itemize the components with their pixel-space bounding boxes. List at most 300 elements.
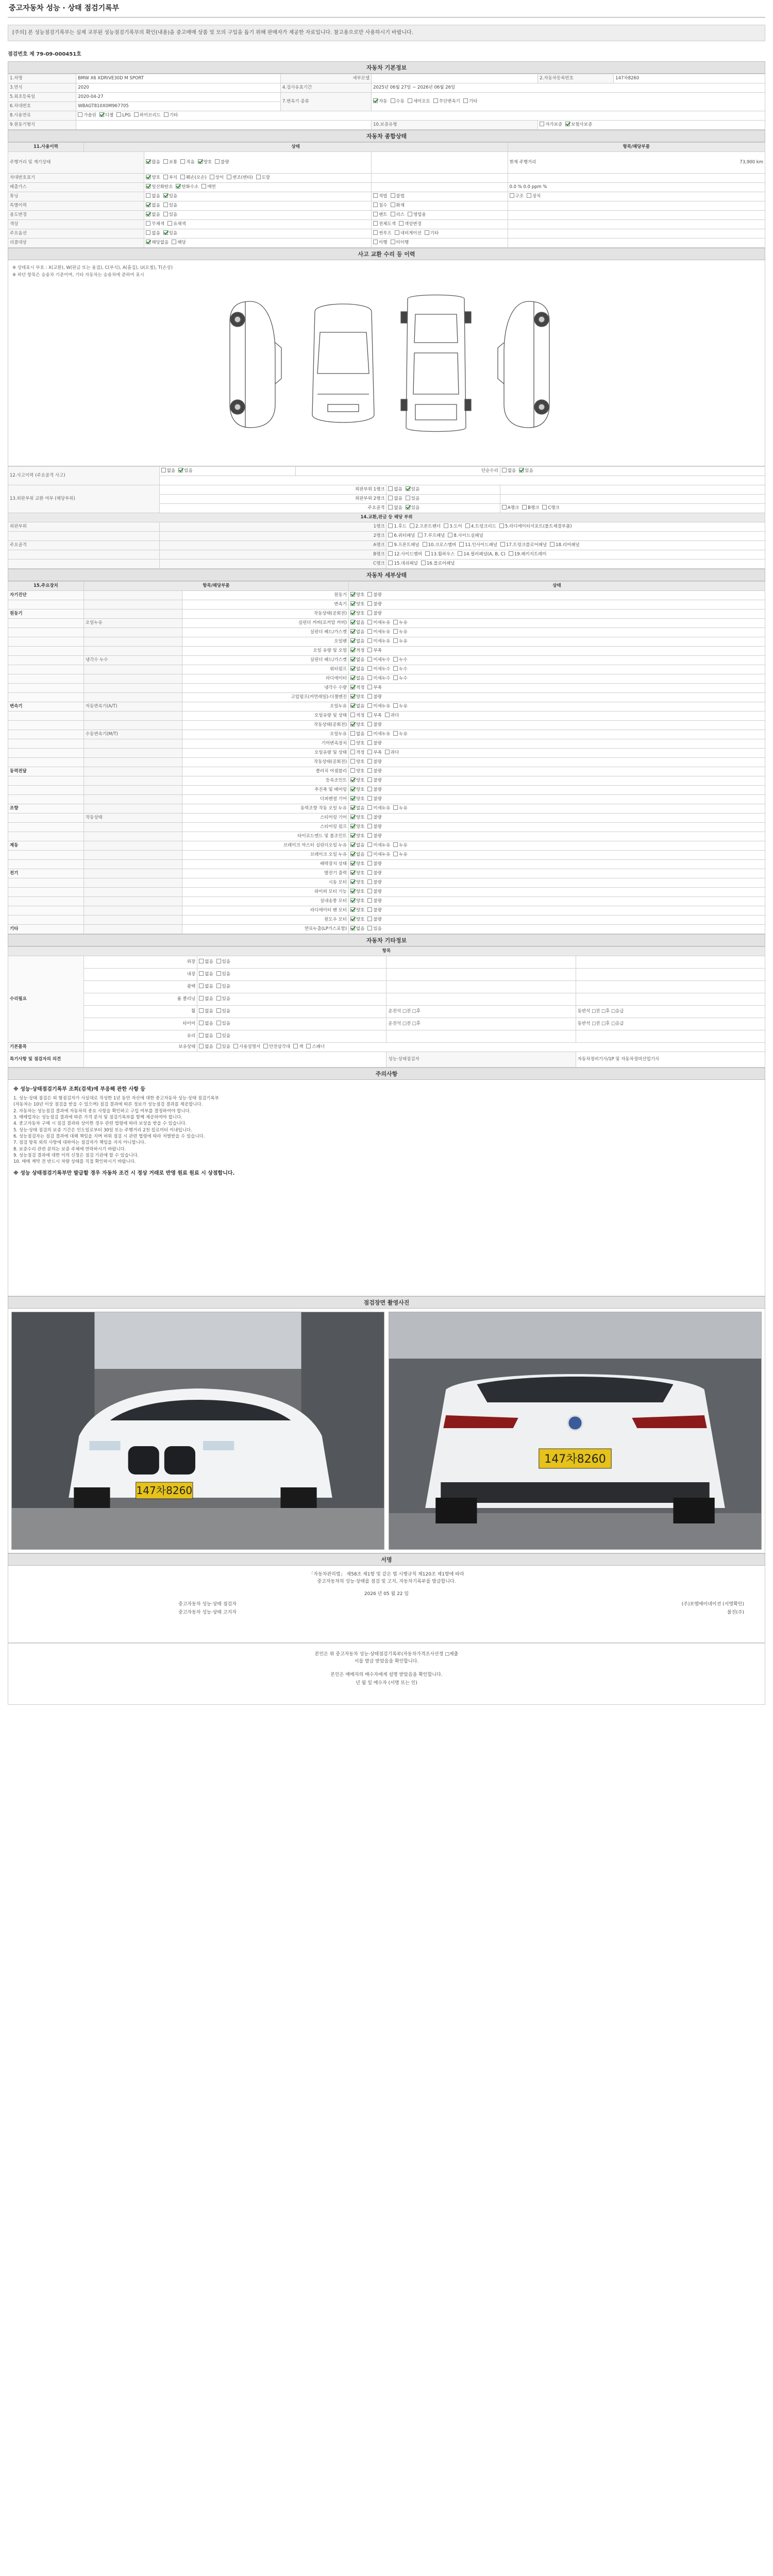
checkbox-option[interactable] [163,230,177,236]
checkbox-box[interactable] [393,703,398,708]
checkbox-option[interactable] [367,768,381,774]
checkbox-box[interactable] [367,601,372,606]
checkbox-box[interactable] [199,984,204,988]
checkbox-box[interactable] [367,805,372,810]
checkbox-box[interactable] [263,1044,268,1048]
checkbox-option[interactable] [216,1044,230,1050]
checkbox-option[interactable] [406,486,419,493]
checkbox-option[interactable] [198,159,212,165]
checkbox-option[interactable] [367,833,381,839]
checkbox-box[interactable] [393,805,398,810]
checkbox-box[interactable] [406,486,410,491]
checkbox-box[interactable] [367,675,372,680]
checkbox-option[interactable] [350,824,364,830]
checkbox-option[interactable] [263,1044,290,1050]
checkbox-option[interactable] [388,533,415,539]
checkbox-option[interactable] [367,629,390,635]
checkbox-option[interactable] [367,898,381,904]
checkbox-option[interactable] [502,468,516,474]
checkbox-option[interactable] [373,221,396,227]
checkbox-option[interactable] [502,505,519,511]
checkbox-option[interactable] [393,805,407,811]
checkbox-box[interactable] [163,159,168,164]
checkbox-option[interactable] [373,193,387,199]
checkbox-option[interactable] [373,202,387,209]
checkbox-option[interactable] [367,796,381,802]
checkbox-box[interactable] [421,561,426,565]
checkbox-box[interactable] [391,202,395,207]
checkbox-option[interactable] [199,971,213,977]
checkbox-option[interactable] [146,159,160,165]
checkbox-box[interactable] [350,722,355,726]
checkbox-option[interactable] [367,722,381,728]
checkbox-option[interactable] [199,984,213,990]
checkbox-box[interactable] [393,657,398,662]
checkbox-box[interactable] [215,159,220,164]
checkbox-box[interactable] [350,898,355,903]
checkbox-box[interactable] [350,675,355,680]
checkbox-option[interactable] [393,675,407,682]
checkbox-option[interactable] [367,777,381,784]
checkbox-box[interactable] [367,694,372,699]
checkbox-option[interactable] [391,240,409,246]
checkbox-option[interactable] [367,694,381,700]
checkbox-option[interactable] [542,505,559,511]
checkbox-option[interactable] [199,1008,213,1014]
checkbox-box[interactable] [350,907,355,912]
checkbox-option[interactable] [540,122,562,128]
checkbox-option[interactable] [216,959,230,965]
checkbox-box[interactable] [373,240,378,244]
checkbox-box[interactable] [163,230,168,235]
checkbox-option[interactable] [393,666,407,672]
checkbox-box[interactable] [550,542,554,547]
checkbox-box[interactable] [367,833,372,838]
checkbox-box[interactable] [367,777,372,782]
checkbox-option[interactable] [565,122,592,128]
checkbox-option[interactable] [78,112,96,118]
checkbox-box[interactable] [367,917,372,921]
checkbox-option[interactable] [216,996,230,1002]
checkbox-box[interactable] [510,193,514,198]
checkbox-box[interactable] [367,703,372,708]
checkbox-option[interactable] [522,505,539,511]
checkbox-box[interactable] [180,175,185,179]
checkbox-option[interactable] [146,193,160,199]
checkbox-box[interactable] [367,889,372,893]
checkbox-box[interactable] [146,212,150,216]
checkbox-box[interactable] [227,175,231,179]
checkbox-box[interactable] [199,971,204,976]
checkbox-box[interactable] [540,122,544,126]
checkbox-option[interactable] [388,561,417,567]
checkbox-box[interactable] [373,202,378,207]
checkbox-box[interactable] [350,796,355,801]
checkbox-option[interactable] [350,638,364,645]
checkbox-box[interactable] [463,98,468,103]
checkbox-option[interactable] [227,175,253,181]
checkbox-box[interactable] [418,533,423,537]
checkbox-option[interactable] [199,1021,213,1027]
checkbox-box[interactable] [502,468,507,472]
checkbox-box[interactable] [350,879,355,884]
checkbox-option[interactable] [146,240,169,246]
checkbox-box[interactable] [350,629,355,634]
checkbox-box[interactable] [373,212,378,216]
checkbox-option[interactable] [164,112,178,118]
checkbox-option[interactable] [210,175,224,181]
checkbox-option[interactable] [444,523,462,530]
checkbox-option[interactable] [216,984,230,990]
checkbox-box[interactable] [393,842,398,847]
checkbox-box[interactable] [350,648,355,652]
checkbox-box[interactable] [367,592,372,597]
checkbox-option[interactable] [350,759,364,765]
checkbox-option[interactable] [167,221,186,227]
checkbox-box[interactable] [367,731,372,736]
checkbox-box[interactable] [350,740,355,745]
checkbox-box[interactable] [199,1021,204,1025]
checkbox-option[interactable] [350,805,364,811]
checkbox-box[interactable] [393,666,398,671]
checkbox-option[interactable] [350,722,364,728]
checkbox-box[interactable] [448,533,452,537]
checkbox-box[interactable] [350,842,355,847]
checkbox-box[interactable] [350,703,355,708]
checkbox-option[interactable] [350,842,364,849]
checkbox-box[interactable] [367,879,372,884]
checkbox-option[interactable] [367,601,381,607]
checkbox-option[interactable] [367,648,381,654]
checkbox-option[interactable] [199,996,213,1002]
checkbox-option[interactable] [146,184,173,190]
checkbox-option[interactable] [393,703,407,709]
checkbox-option[interactable] [367,731,390,737]
checkbox-option[interactable] [350,870,364,876]
checkbox-option[interactable] [163,202,177,209]
checkbox-option[interactable] [350,750,364,756]
checkbox-option[interactable] [399,221,422,227]
checkbox-box[interactable] [350,685,355,689]
checkbox-option[interactable] [199,1044,213,1050]
checkbox-box[interactable] [425,230,429,235]
checkbox-option[interactable] [350,833,364,839]
checkbox-box[interactable] [367,685,372,689]
checkbox-option[interactable] [393,842,407,849]
checkbox-box[interactable] [367,638,372,643]
checkbox-box[interactable] [373,98,378,103]
checkbox-option[interactable] [146,230,160,236]
checkbox-box[interactable] [522,505,527,510]
checkbox-option[interactable] [395,230,422,236]
checkbox-option[interactable] [116,112,130,118]
checkbox-option[interactable] [433,98,460,105]
checkbox-option[interactable] [199,959,213,965]
checkbox-box[interactable] [216,1033,221,1038]
checkbox-option[interactable] [465,523,496,530]
checkbox-option[interactable] [393,852,407,858]
checkbox-box[interactable] [199,959,204,963]
checkbox-option[interactable] [367,675,390,682]
checkbox-option[interactable] [367,805,390,811]
checkbox-option[interactable] [406,505,419,511]
checkbox-option[interactable] [458,551,505,557]
checkbox-box[interactable] [367,768,372,773]
checkbox-box[interactable] [146,193,150,198]
checkbox-option[interactable] [388,551,422,557]
checkbox-option[interactable] [215,159,229,165]
checkbox-option[interactable] [519,468,533,474]
checkbox-box[interactable] [178,468,183,472]
checkbox-box[interactable] [388,533,393,537]
checkbox-option[interactable] [350,703,364,709]
checkbox-option[interactable] [373,98,387,105]
checkbox-option[interactable] [216,971,230,977]
checkbox-box[interactable] [367,666,372,671]
checkbox-option[interactable] [350,620,364,626]
checkbox-box[interactable] [216,971,221,976]
checkbox-box[interactable] [388,542,393,547]
checkbox-option[interactable] [163,175,177,181]
checkbox-box[interactable] [367,842,372,847]
checkbox-box[interactable] [367,852,372,856]
checkbox-box[interactable] [164,112,169,117]
checkbox-box[interactable] [391,240,395,244]
checkbox-option[interactable] [406,496,419,502]
checkbox-box[interactable] [408,98,412,103]
checkbox-option[interactable] [350,592,364,598]
checkbox-box[interactable] [385,750,390,754]
checkbox-box[interactable] [161,468,166,472]
checkbox-box[interactable] [388,523,393,528]
checkbox-option[interactable] [367,703,390,709]
checkbox-option[interactable] [350,889,364,895]
checkbox-box[interactable] [373,230,378,235]
checkbox-option[interactable] [373,230,392,236]
checkbox-option[interactable] [350,815,364,821]
checkbox-option[interactable] [367,750,381,756]
checkbox-box[interactable] [146,159,150,164]
checkbox-box[interactable] [116,112,121,117]
checkbox-box[interactable] [367,787,372,791]
checkbox-box[interactable] [367,657,372,662]
checkbox-option[interactable] [391,212,405,218]
checkbox-box[interactable] [527,193,531,198]
checkbox-option[interactable] [388,542,419,548]
checkbox-option[interactable] [385,713,399,719]
checkbox-box[interactable] [350,917,355,921]
checkbox-option[interactable] [350,657,364,663]
checkbox-box[interactable] [350,638,355,643]
checkbox-box[interactable] [444,523,448,528]
checkbox-box[interactable] [350,759,355,764]
checkbox-box[interactable] [393,620,398,624]
checkbox-option[interactable] [350,926,364,932]
checkbox-box[interactable] [176,184,180,189]
checkbox-box[interactable] [350,592,355,597]
checkbox-option[interactable] [350,731,364,737]
checkbox-box[interactable] [350,694,355,699]
checkbox-box[interactable] [350,824,355,828]
checkbox-box[interactable] [391,98,395,103]
checkbox-box[interactable] [201,184,206,189]
checkbox-box[interactable] [78,112,82,117]
checkbox-option[interactable] [459,542,497,548]
checkbox-box[interactable] [134,112,139,117]
checkbox-box[interactable] [433,98,438,103]
checkbox-box[interactable] [199,1008,204,1013]
checkbox-option[interactable] [367,713,381,719]
checkbox-box[interactable] [256,175,261,179]
checkbox-box[interactable] [425,551,430,556]
checkbox-box[interactable] [199,996,204,1001]
checkbox-option[interactable] [388,523,407,530]
checkbox-option[interactable] [393,731,407,737]
checkbox-box[interactable] [367,870,372,875]
checkbox-option[interactable] [367,685,381,691]
checkbox-option[interactable] [367,666,390,672]
checkbox-option[interactable] [180,175,206,181]
checkbox-option[interactable] [393,629,407,635]
checkbox-option[interactable] [448,533,483,539]
checkbox-option[interactable] [350,740,364,747]
checkbox-option[interactable] [172,240,186,246]
checkbox-box[interactable] [388,505,393,510]
checkbox-box[interactable] [350,777,355,782]
checkbox-box[interactable] [502,505,507,510]
checkbox-box[interactable] [373,221,378,226]
checkbox-option[interactable] [367,852,390,858]
checkbox-box[interactable] [367,620,372,624]
checkbox-box[interactable] [199,1033,204,1038]
checkbox-box[interactable] [367,713,372,717]
checkbox-box[interactable] [410,523,414,528]
checkbox-option[interactable] [391,98,405,105]
checkbox-option[interactable] [463,98,477,105]
checkbox-box[interactable] [565,122,570,126]
checkbox-box[interactable] [350,666,355,671]
checkbox-box[interactable] [393,629,398,634]
checkbox-box[interactable] [163,202,168,207]
checkbox-option[interactable] [199,1033,213,1039]
checkbox-box[interactable] [180,159,185,164]
checkbox-box[interactable] [499,523,504,528]
checkbox-box[interactable] [293,1044,298,1048]
checkbox-box[interactable] [367,824,372,828]
checkbox-box[interactable] [388,496,393,500]
checkbox-box[interactable] [163,175,168,179]
checkbox-option[interactable] [350,611,364,617]
checkbox-option[interactable] [350,879,364,886]
checkbox-option[interactable] [350,694,364,700]
checkbox-box[interactable] [458,551,462,556]
checkbox-box[interactable] [385,713,390,717]
checkbox-box[interactable] [167,221,172,226]
checkbox-box[interactable] [350,852,355,856]
checkbox-box[interactable] [350,805,355,810]
checkbox-option[interactable] [178,468,192,474]
checkbox-box[interactable] [367,926,372,930]
checkbox-option[interactable] [388,505,402,511]
checkbox-box[interactable] [367,796,372,801]
checkbox-box[interactable] [395,230,399,235]
checkbox-box[interactable] [408,212,412,216]
checkbox-box[interactable] [367,907,372,912]
checkbox-option[interactable] [367,759,381,765]
checkbox-option[interactable] [393,620,407,626]
checkbox-box[interactable] [350,620,355,624]
checkbox-box[interactable] [423,542,427,547]
checkbox-box[interactable] [509,551,513,556]
checkbox-box[interactable] [406,505,410,510]
checkbox-option[interactable] [367,870,381,876]
checkbox-option[interactable] [216,1008,230,1014]
checkbox-box[interactable] [388,561,393,565]
checkbox-option[interactable] [367,638,390,645]
checkbox-option[interactable] [161,468,175,474]
checkbox-option[interactable] [350,666,364,672]
checkbox-option[interactable] [350,917,364,923]
checkbox-box[interactable] [459,542,464,547]
checkbox-option[interactable] [367,861,381,867]
checkbox-option[interactable] [509,551,547,557]
checkbox-box[interactable] [350,870,355,875]
checkbox-box[interactable] [216,1044,221,1048]
checkbox-option[interactable] [146,221,164,227]
checkbox-option[interactable] [256,175,270,181]
checkbox-option[interactable] [367,611,381,617]
checkbox-box[interactable] [391,212,395,216]
checkbox-option[interactable] [527,193,541,199]
checkbox-option[interactable] [367,879,381,886]
checkbox-box[interactable] [216,984,221,988]
checkbox-option[interactable] [233,1044,260,1050]
checkbox-option[interactable] [367,620,390,626]
checkbox-box[interactable] [350,861,355,866]
checkbox-option[interactable] [350,685,364,691]
checkbox-box[interactable] [391,193,395,198]
checkbox-box[interactable] [367,898,372,903]
checkbox-box[interactable] [367,629,372,634]
checkbox-box[interactable] [399,221,404,226]
checkbox-option[interactable] [293,1044,303,1050]
checkbox-option[interactable] [350,675,364,682]
checkbox-option[interactable] [510,193,524,199]
checkbox-option[interactable] [163,212,177,218]
checkbox-option[interactable] [146,175,160,181]
checkbox-box[interactable] [172,240,176,244]
checkbox-option[interactable] [306,1044,325,1050]
checkbox-box[interactable] [350,787,355,791]
checkbox-box[interactable] [306,1044,311,1048]
checkbox-box[interactable] [367,759,372,764]
checkbox-box[interactable] [519,468,524,472]
checkbox-option[interactable] [425,551,455,557]
checkbox-box[interactable] [350,926,355,930]
checkbox-box[interactable] [350,713,355,717]
checkbox-option[interactable] [410,523,441,530]
checkbox-option[interactable] [367,842,390,849]
checkbox-box[interactable] [233,1044,238,1048]
checkbox-option[interactable] [367,815,381,821]
checkbox-box[interactable] [393,731,398,736]
checkbox-box[interactable] [350,833,355,838]
checkbox-option[interactable] [146,202,160,209]
checkbox-box[interactable] [146,221,150,226]
checkbox-option[interactable] [500,542,547,548]
checkbox-option[interactable] [393,638,407,645]
checkbox-option[interactable] [350,787,364,793]
